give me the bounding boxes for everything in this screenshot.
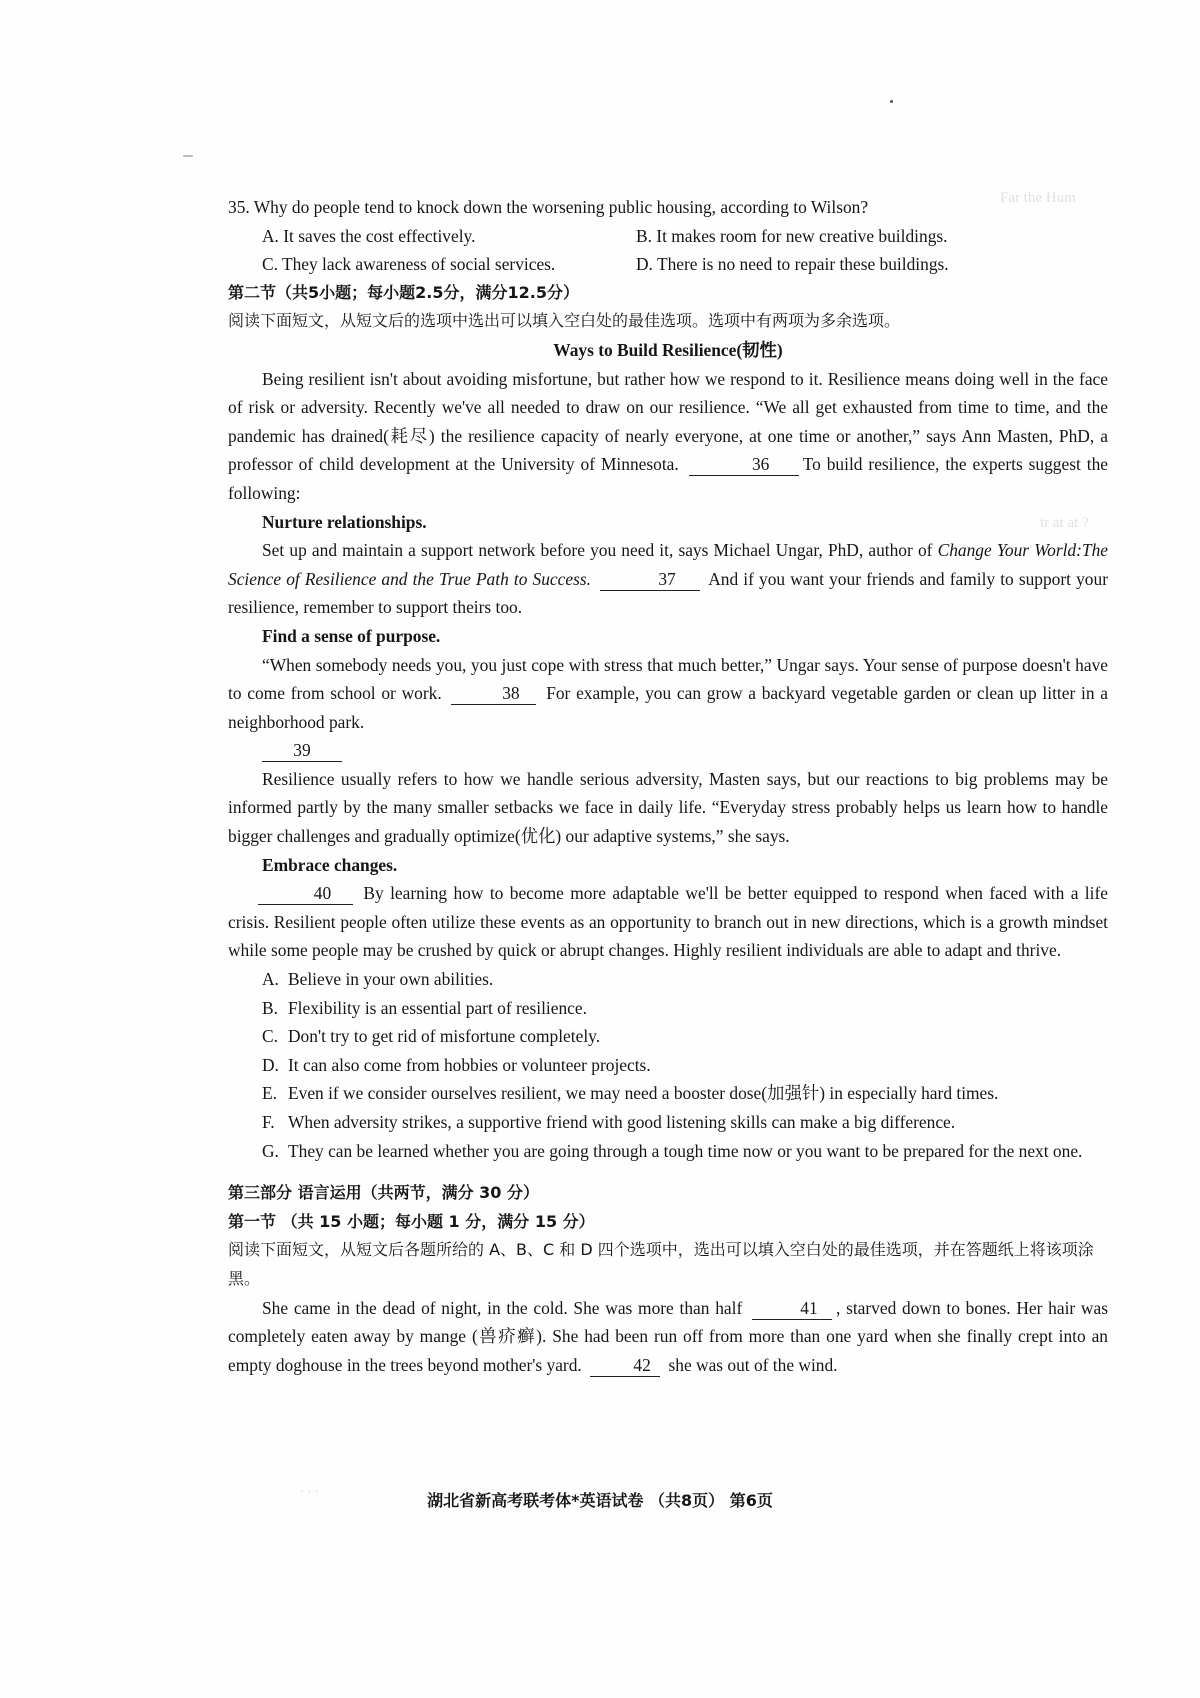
question-35-options-row-2: [228, 250, 1108, 279]
choice-letter: F.: [262, 1112, 275, 1132]
paragraph-text: And if you want your friends and family to support your resilience, remember to support theirs too.: [228, 568, 1108, 618]
choice-item: [262, 1022, 1108, 1051]
blank-38: 38: [451, 682, 536, 705]
scan-speck: [183, 155, 193, 157]
story-paragraph: [228, 1294, 1108, 1380]
book-title: Change Your World:The Science of Resilience and the True Path to Success.: [228, 540, 1108, 589]
bleed-through-text: Far the Hum: [1000, 190, 1076, 206]
choice-text: Believe in your own abilities.: [288, 969, 494, 990]
bleed-through-text: . . .: [300, 1480, 319, 1496]
passage-paragraph-4: Resilience usually refers to how we handle serious adversity, Masten says, but our reactions to big problems may be informed partly by the many smaller setbacks we face in daily life. “Everyday stress probably helps us learn how to handle bigger challenges and gradually optimize(优化) our adaptive systems,” she says.: [228, 768, 1108, 847]
blank-40: 40: [258, 882, 353, 905]
subheading-changes: Embrace changes.: [262, 854, 398, 875]
choice-letter: E.: [262, 1083, 277, 1104]
passage-paragraph-5: [228, 879, 1108, 965]
passage-paragraph-1: [228, 365, 1108, 508]
blank-39-line: [228, 736, 1108, 765]
choice-text: It can also come from hobbies or volunteer projects.: [288, 1054, 651, 1075]
option-b: B. It makes room for new creative buildings.: [636, 225, 948, 246]
choice-item: [262, 1108, 1108, 1137]
choice-text: Flexibility is an essential part of resilience.: [288, 997, 587, 1018]
choice-letter: A.: [262, 969, 279, 990]
choice-text: Don't try to get rid of misfortune completely.: [288, 1026, 601, 1047]
choice-item: [262, 965, 1108, 994]
choice-text: Even if we consider ourselves resilient, we may need a booster dose(加强针) in especially hard times.: [288, 1083, 999, 1104]
scan-speck: [890, 100, 893, 103]
question-35-options-row-1: [228, 222, 1108, 251]
passage-title: Ways to Build Resilience(韧性): [553, 339, 783, 360]
blank-36: 36: [689, 453, 799, 476]
choice-item: [262, 1051, 1108, 1080]
choice-item: [262, 1079, 1108, 1108]
passage-paragraph-2: [228, 536, 1108, 622]
paragraph-text: she was out of the wind.: [668, 1354, 838, 1375]
paragraph-text: Set up and maintain a support network before you need it, says Michael Ungar, PhD, author of: [262, 540, 938, 561]
bleed-through-text: tr at at ?: [1040, 515, 1089, 531]
choice-letter: C.: [262, 1026, 278, 1047]
exam-content: [228, 193, 1108, 1379]
blank-39: 39: [262, 739, 342, 762]
choice-text: When adversity strikes, a supportive friend with good listening skills can make a big difference.: [288, 1112, 956, 1132]
part-3-section-1-heading: 第一节 （共 15 小题；每小题 1 分，满分 15 分）: [228, 1211, 595, 1231]
blank-37: 37: [600, 568, 700, 591]
paragraph-text: , starved down to bones. Her hair was completely eaten away by mange (兽疥癣). She had been run off from more than one yard when she finally crept into an empty doghouse in the trees beyond mother's yard.: [228, 1297, 1108, 1375]
blank-41: 41: [752, 1297, 832, 1320]
option-d: D. There is no need to repair these buildings.: [636, 254, 949, 275]
choice-text: They can be learned whether you are going through a tough time now or you want to be prepared for the next one.: [288, 1140, 1083, 1161]
blank-42: 42: [590, 1354, 660, 1377]
paragraph-text: “When somebody needs you, you just cope with stress that much better,” Ungar says. Your sense of purpose doesn't have to come from school or work.: [228, 654, 1108, 704]
part-3-heading: 第三部分 语言运用（共两节，满分 30 分）: [228, 1183, 539, 1203]
passage-paragraph-3: [228, 651, 1108, 737]
choice-letter: B.: [262, 997, 278, 1018]
subheading-purpose: Find a sense of purpose.: [262, 625, 441, 646]
subheading-nurture: Nurture relationships.: [262, 511, 427, 532]
paragraph-text: To build resilience, the experts suggest the following:: [228, 454, 1108, 503]
paragraph-text: Being resilient isn't about avoiding misfortune, but rather how we respond to it. Resilience means doing well in the face of risk or adversity. Recently we've all needed to draw on our resilience. “We all get exhausted from time to time, and the pandemic has drained(耗尽) the resilience capacity of nearly everyone, at one time or another,” says Ann Masten, PhD, a professor of child development at the University of Minnesota.: [228, 368, 1108, 475]
option-c: C. They lack awareness of social services.: [262, 254, 556, 275]
answer-choices: [228, 965, 1108, 1165]
question-35-stem: 35. Why do people tend to knock down the worsening public housing, according to Wilson?: [228, 197, 869, 217]
paragraph-text: By learning how to become more adaptable we'll be better equipped to respond when faced with a life crisis. Resilient people often utilize these events as an opportunity to branch out in new directions, which is a growth mindset while some people may be crushed by quick or abrupt changes. Highly resilient individuals are able to adapt and thrive.: [228, 883, 1108, 961]
paragraph-text: She came in the dead of night, in the cold. She was more than half: [262, 1297, 743, 1318]
choice-letter: D.: [262, 1054, 279, 1075]
option-a: A. It saves the cost effectively.: [262, 225, 476, 246]
section-2-instruction: 阅读下面短文，从短文后的选项中选出可以填入空白处的最佳选项。选项中有两项为多余选项。: [228, 311, 901, 331]
part-3-instruction: 阅读下面短文，从短文后各题所给的 A、B、C 和 D 四个选项中，选出可以填入空白处的最佳选项，并在答题纸上将该项涂黑。: [228, 1240, 1094, 1288]
paragraph-text: For example, you can grow a backyard vegetable garden or clean up litter in a neighborhood park.: [228, 683, 1108, 732]
choice-item: [262, 1137, 1108, 1166]
choice-letter: G.: [262, 1140, 279, 1161]
page-footer: 湖北省新高考联考体*英语试卷 （共8页） 第6页: [427, 1491, 773, 1510]
section-2-heading: 第二节（共5小题；每小题2.5分，满分12.5分）: [228, 282, 579, 302]
choice-item: [262, 994, 1108, 1023]
